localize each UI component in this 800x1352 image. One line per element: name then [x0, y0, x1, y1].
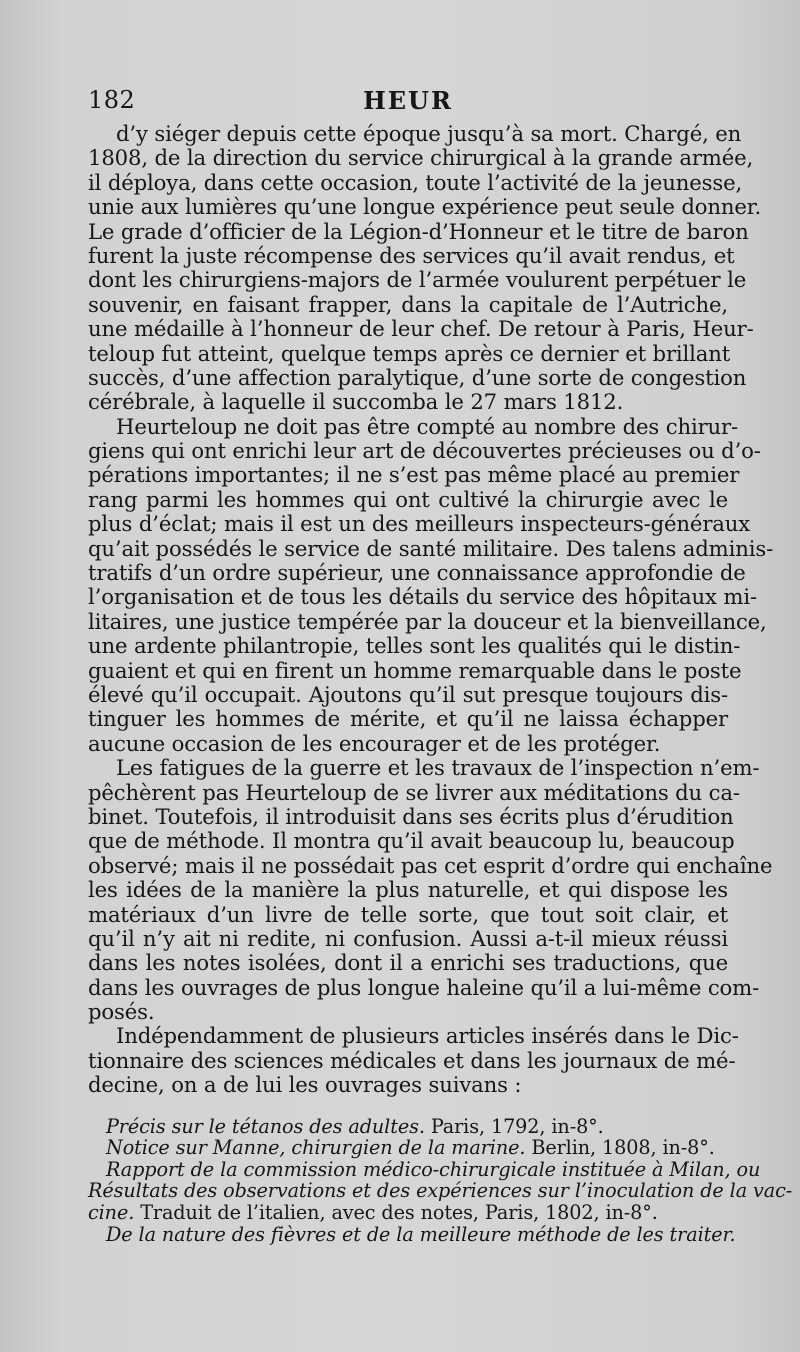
text-line: Heurteloup ne doit pas être compté au nombre des chirur-: [116, 413, 739, 439]
text-line: 1808, de la direction du service chirurgical à la grande armée,: [88, 145, 754, 171]
text-line: tionnaire des sciences médicales et dans les journaux de mé-: [88, 1047, 736, 1073]
text-line: souvenir, en faisant frapper, dans la capitale de l’Autriche,: [88, 291, 728, 317]
text-line: dans les notes isolées, dont il a enrichi ses traductions, que: [88, 950, 728, 976]
text-line: dont les chirurgiens-majors de l’armée voulurent perpétuer le: [88, 267, 747, 293]
bibliography-entry: [88, 1222, 736, 1246]
text-line: succès, d’une affection paralytique, d’une sorte de congestion: [88, 364, 747, 390]
text-line: cérébrale, à laquelle il succomba le 27 mars 1812.: [88, 389, 624, 415]
text-line: l’organisation et de tous les détails du service des hôpitaux mi-: [88, 584, 757, 610]
text-line: litaires, une justice tempérée par la douceur et la bienveillance,: [88, 608, 767, 634]
running-head: HEUR: [363, 86, 453, 115]
bibliography-entry: [88, 1157, 793, 1224]
section-gap: [88, 1098, 728, 1110]
text-line: d’y siéger depuis cette époque jusqu’à sa mort. Chargé, en: [116, 121, 742, 146]
italic-title: Précis sur le tétanos des adultes.: [106, 1114, 425, 1138]
text-line: élevé qu’il occupait. Ajoutons qu’il sut presque toujours dis-: [88, 681, 728, 707]
page-header: [88, 86, 728, 120]
italic-title: Résultats des observations et des expériences sur l’inoculation de la vac-: [88, 1179, 793, 1203]
text-line: pérations importantes; il ne s’est pas même placé au premier: [88, 462, 740, 488]
plain-text: Paris, 1792, in-8°.: [424, 1114, 604, 1138]
text-line: aucune occasion de les encourager et de les protéger.: [88, 730, 661, 756]
text-line: rang parmi les hommes qui ont cultivé la chirurgie avec le: [88, 486, 728, 512]
text-line: observé; mais il ne possédait pas cet esprit d’ordre qui enchaîne: [88, 852, 773, 878]
text-line: posés.: [88, 999, 155, 1025]
text-line: guaient et qui en firent un homme remarquable dans le poste: [88, 657, 742, 683]
text-line: giens qui ont enrichi leur art de découvertes précieuses ou d’o-: [88, 438, 761, 464]
text-line: Les fatigues de la guerre et les travaux de l’inspection n’em-: [116, 755, 760, 781]
text-line: que de méthode. Il montra qu’il avait beaucoup lu, beaucoup: [88, 828, 735, 854]
page-number: 182: [88, 86, 136, 114]
text-line: unie aux lumières qu’une longue expérience peut seule donner.: [88, 194, 762, 220]
paragraph: [88, 755, 773, 1025]
bibliography-line: [88, 1179, 793, 1203]
bibliography: [88, 1114, 793, 1246]
bibliography-line: [88, 1202, 728, 1224]
bibliography-entry: [88, 1116, 728, 1138]
bibliography-line: [88, 1157, 761, 1181]
paragraph: [88, 413, 774, 756]
text-line: il déploya, dans cette occasion, toute l’activité de la jeunesse,: [88, 169, 743, 195]
plain-text: Berlin, 1808, in-8°.: [525, 1136, 715, 1160]
text-line: tratifs d’un ordre supérieur, une connaissance approfondie de: [88, 560, 746, 586]
text-line: les idées de la manière la plus naturelle, et qui dispose les: [88, 877, 728, 903]
text-line: dans les ouvrages de plus longue haleine qu’il a lui-même com-: [88, 974, 760, 1000]
text-line: tinguer les hommes de mérite, et qu’il ne laissa échapper: [88, 706, 728, 732]
text-line: binet. Toutefois, il introduisit dans ses écrits plus d’érudition: [88, 803, 734, 829]
text-line: pêchèrent pas Heurteloup de se livrer aux méditations du ca-: [88, 779, 740, 805]
text-line: Indépendamment de plusieurs articles insérés dans le Dic-: [116, 1023, 739, 1049]
text-line: qu’ait possédés le service de santé militaire. Des talens adminis-: [88, 535, 774, 561]
text-line: une médaille à l’honneur de leur chef. De retour à Paris, Heur-: [88, 316, 754, 342]
text-line: une ardente philantropie, telles sont les qualités qui le distin-: [88, 633, 741, 659]
bibliography-line: [88, 1137, 728, 1159]
bibliography-entry: [88, 1137, 728, 1159]
bibliography-line: [88, 1116, 728, 1138]
paragraph: [88, 1023, 739, 1098]
text-line: plus d’éclat; mais il est un des meilleurs inspecteurs-généraux: [88, 511, 751, 537]
italic-title: Notice sur Manne, chirurgien de la marine.: [106, 1136, 526, 1160]
plain-text: Traduit de l’italien, avec des notes, Paris, 1802, in-8°.: [134, 1201, 658, 1224]
body-text: [88, 121, 793, 1246]
text-line: decine, on a de lui les ouvrages suivans :: [88, 1072, 522, 1098]
italic-title: cine.: [88, 1201, 135, 1224]
paragraph: [88, 121, 762, 415]
text-line: qu’il n’y ait ni redite, ni confusion. Aussi a-t-il mieux réussi: [88, 925, 728, 951]
bibliography-line: [88, 1222, 736, 1246]
text-line: matériaux d’un livre de telle sorte, que tout soit clair, et: [88, 901, 728, 927]
italic-title: Rapport de la commission médico-chirurgicale instituée à Milan, ou: [106, 1157, 761, 1181]
italic-title: De la nature des fièvres et de la meilleure méthode de les traiter.: [106, 1222, 736, 1246]
text-line: Le grade d’officier de la Légion-d’Honneur et le titre de baron: [88, 218, 749, 244]
text-line: furent la juste récompense des services qu’il avait rendus, et: [88, 242, 735, 268]
text-line: teloup fut atteint, quelque temps après ce dernier et brillant: [88, 340, 731, 366]
